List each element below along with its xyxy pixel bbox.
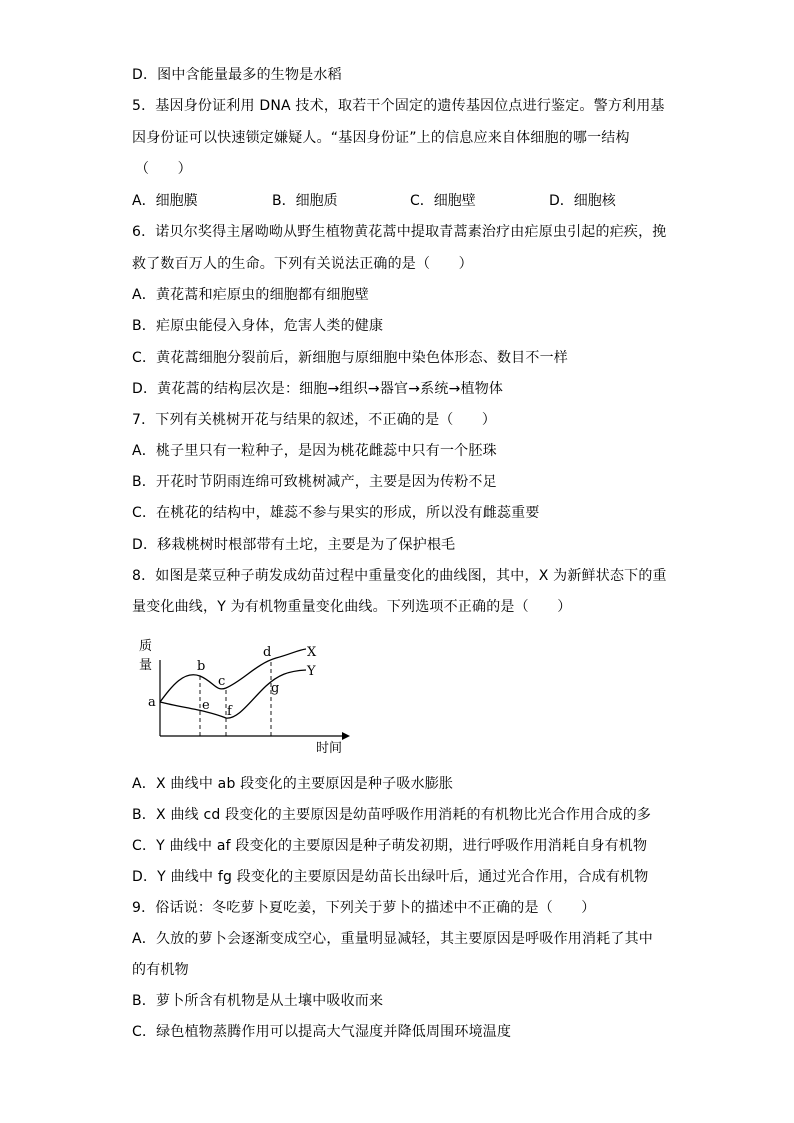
question-7-option-a: A．桃子里只有一粒种子，是因为桃花雌蕊中只有一个胚珠 bbox=[132, 443, 497, 459]
question-7-stem: 7．下列有关桃树开花与结果的叙述，不正确的是（ ） bbox=[132, 412, 497, 428]
question-6-line-1: 6．诺贝尔奖得主屠呦呦从野生植物黄花蒿中提取青蒿素治疗由疟原虫引起的疟疾，挽 bbox=[132, 224, 667, 240]
question-7-option-d: D．移栽桃树时根部带有土坨，主要是为了保护根毛 bbox=[132, 537, 456, 553]
x-label: 时间 bbox=[316, 741, 343, 756]
question-8-option-a: A．X 曲线中 ab 段变化的主要原因是种子吸水膨胀 bbox=[132, 776, 454, 792]
label-a: a bbox=[148, 695, 156, 710]
x-axis-arrow bbox=[342, 732, 350, 740]
question-8-line-2: 量变化曲线，Y 为有机物重量变化曲线。下列选项不正确的是（ ） bbox=[132, 599, 572, 615]
question-8-line-1: 8．如图是菜豆种子萌发成幼苗过程中重量变化的曲线图，其中，X 为新鲜状态下的重 bbox=[132, 568, 667, 584]
label-c: c bbox=[218, 674, 226, 689]
question-7-option-b: B．开花时节阴雨连绵可致桃树减产，主要是因为传粉不足 bbox=[132, 474, 497, 490]
question-6-option-b: B．疟原虫能侵入身体，危害人类的健康 bbox=[132, 318, 384, 334]
question-9-option-a-line-1: A．久放的萝卜会逐渐变成空心，重量明显减轻，其主要原因是呼吸作用消耗了其中 bbox=[132, 931, 653, 947]
label-b: b bbox=[197, 659, 206, 674]
label-g: g bbox=[271, 681, 280, 696]
question-9-option-c: C．绿色植物蒸腾作用可以提高大气湿度并降低周围环境温度 bbox=[132, 1024, 512, 1040]
question-8-option-d: D．Y 曲线中 fg 段变化的主要原因是幼苗长出绿叶后，通过光合作用，合成有机物 bbox=[132, 869, 649, 885]
question-5-line-1: 5．基因身份证利用 DNA 技术，取若干个固定的遗传基因位点进行鉴定。警方利用基 bbox=[132, 98, 665, 114]
question-6-line-2: 救了数百万人的生命。下列有关说法正确的是（ ） bbox=[132, 256, 473, 272]
label-e: e bbox=[202, 698, 210, 713]
question-6-option-d: D．黄花蒿的结构层次是：细胞→组织→器官→系统→植物体 bbox=[132, 381, 504, 397]
question-5-line-2: 因身份证可以快速锁定嫌疑人。“基因身份证”上的信息应来自体细胞的哪一结构 bbox=[132, 130, 630, 146]
question-9-option-b: B．萝卜所含有机物是从土壤中吸收而来 bbox=[132, 993, 384, 1009]
question-6-option-a: A．黄花蒿和疟原虫的细胞都有细胞壁 bbox=[132, 287, 369, 303]
question-8-option-b: B．X 曲线 cd 段变化的主要原因是幼苗呼吸作用消耗的有机物比光合作用合成的多 bbox=[132, 807, 652, 823]
question-7-option-c: C．在桃花的结构中，雄蕊不参与果实的形成，所以没有雌蕊重要 bbox=[132, 505, 540, 521]
curve-x bbox=[160, 649, 306, 702]
line-1: D．图中含能量最多的生物是水稻 bbox=[132, 67, 342, 83]
question-9-stem: 9．俗话说：冬吃萝卜夏吃姜，下列关于萝卜的描述中不正确的是（ ） bbox=[132, 900, 596, 916]
option-c: C．细胞壁 bbox=[410, 193, 476, 209]
option-b: B．细胞质 bbox=[272, 193, 338, 209]
question-6-option-c: C．黄花蒿细胞分裂前后，新细胞与原细胞中染色体形态、数目不一样 bbox=[132, 350, 568, 366]
y-label-1: 质 bbox=[139, 639, 153, 654]
question-8-option-c: C．Y 曲线中 af 段变化的主要原因是种子萌发初期，进行呼吸作用消耗自身有机物 bbox=[132, 838, 648, 854]
question-5-bracket: （ ） bbox=[135, 161, 192, 177]
label-x: X bbox=[307, 645, 317, 660]
option-a: A．细胞膜 bbox=[132, 193, 198, 209]
label-d: d bbox=[263, 645, 272, 660]
label-f: f bbox=[227, 704, 232, 719]
curve-y bbox=[160, 670, 306, 718]
question-9-option-a-line-2: 的有机物 bbox=[132, 962, 189, 978]
label-y: Y bbox=[307, 664, 316, 679]
y-label-2: 量 bbox=[139, 658, 153, 673]
option-d: D．细胞核 bbox=[549, 193, 616, 209]
weight-change-graph bbox=[126, 630, 356, 760]
